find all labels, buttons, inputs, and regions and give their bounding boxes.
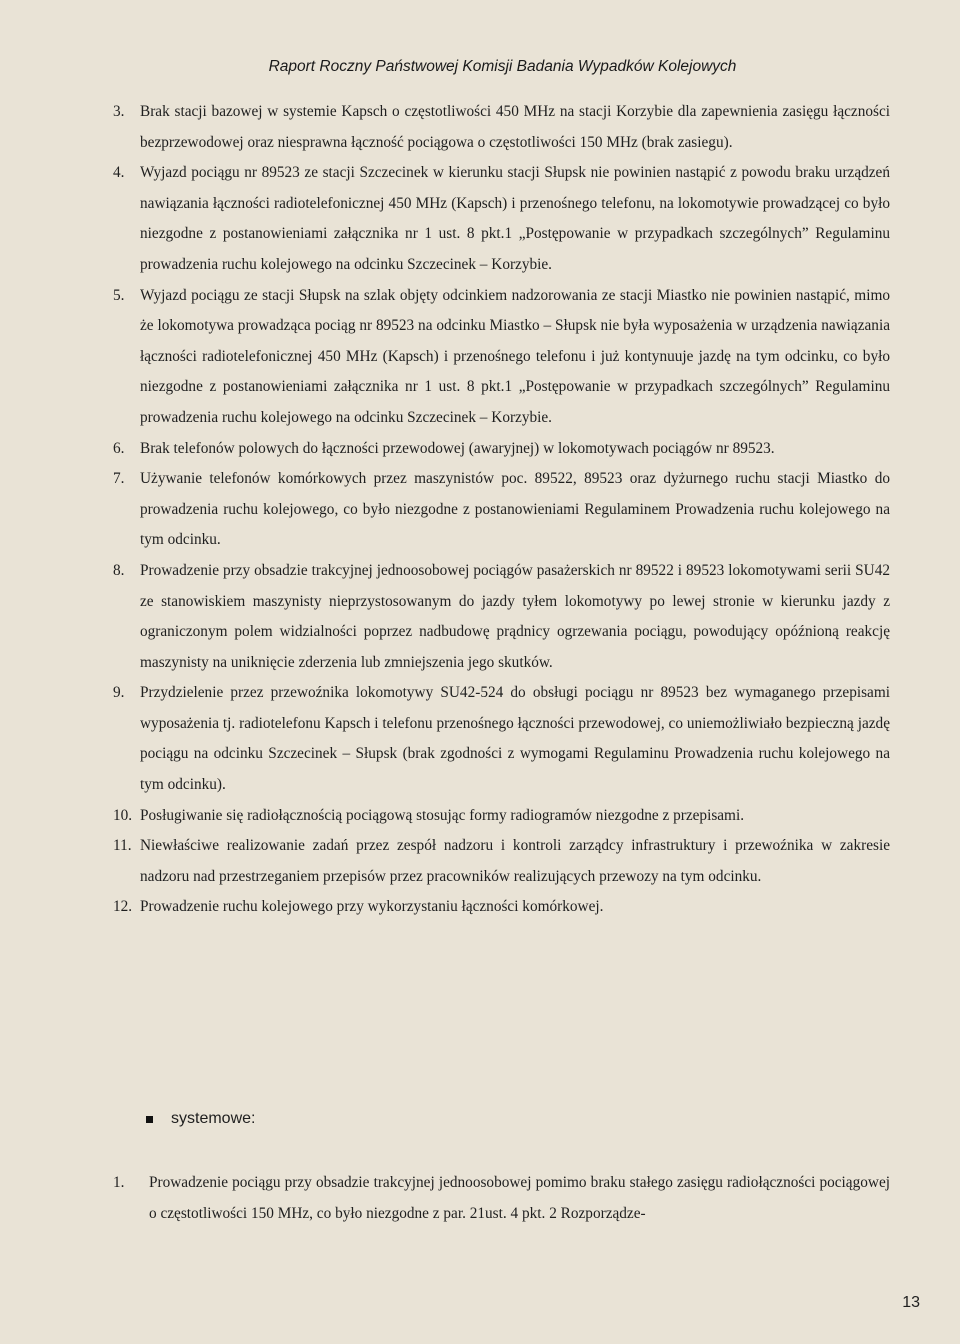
page-number: 13 [902,1294,920,1311]
item-number: 12. [113,898,133,916]
list-item [113,281,890,434]
list-item [113,158,890,280]
item-text: Brak stacji bazowej w systemie Kapsch o częstotliwości 450 MHz na stacji Korzybie dla zapewnienia zasięgu łączności bezprzewodowej oraz niesprawna łączność pociągowa o częstotliwości 150 MHz (brak zasiegu). [140,103,890,151]
section-label: systemowe: [171,1110,256,1127]
item-number: 3. [113,103,125,120]
list-item [113,1168,890,1229]
systemic-list [113,1168,890,1229]
list-item [113,678,890,800]
list-item [113,892,890,923]
item-text: Prowadzenie pociągu przy obsadzie trakcyjnej jednoosobowej pomimo braku stałego zasięgu radiołączności pociągowej o częstotliwości 150 MHz, co było niezgodne z par. 21ust. 4 pkt. 2 Rozporządze- [149,1174,890,1222]
item-number: 7. [113,470,125,488]
list-item [113,434,890,465]
item-text: Wyjazd pociągu ze stacji Słupsk na szlak objęty odcinkiem nadzorowania ze stacji Miastko nie powinien nastąpić, mimo że lokomotywa prowadząca pociąg nr 89523 na odcinku Miastko – Słupsk nie była wyposażenia w urządzenia nawiązania łączności radiotelefonicznej 450 MHz (Kapsch) i przenośnego telefonu i już kontynuuje jazdę na tym odcinku, co było niezgodne z postanowieniami załącznika nr 1 ust. 8 pkt.1 „Postępowanie w przypadkach szczególnych” Regulaminu prowadzenia ruchu kolejowego na odcinku Szczecinek – Korzybie. [140,286,890,426]
square-bullet-icon [146,1116,153,1123]
list-item [113,464,890,556]
list-item [113,831,890,892]
item-number: 5. [113,286,125,304]
item-text: Niewłaściwe realizowanie zadań przez zespół nadzoru i kontroli zarządcy infrastruktury i przewoźnika w zakresie nadzoru nad przestrzeganiem przepisów przez pracowników realizujących przewozy na tym odcinku. [140,837,890,885]
findings-list [113,97,890,923]
item-number: 8. [113,561,125,579]
section-heading [146,1110,255,1128]
item-text: Przydzielenie przez przewoźnika lokomotywy SU42-524 do obsługi pociągu nr 89523 bez wymaganego przepisami wyposażenia tj. radiotelefonu Kapsch i telefonu przenośnego łączności przewodowej, co uniemożliwiało bezpieczną jazdę pociągu na odcinku Szczecinek – Słupsk (brak zgodności z wymogami Regulaminu Prowadzenia ruchu kolejowego na tym odcinku). [140,684,890,794]
page-header: Raport Roczny Państwowej Komisji Badania Wypadków Kolejowych [268,58,737,75]
item-number: 4. [113,164,125,182]
item-text: Posługiwanie się radiołącznością pociągową stosując formy radiogramów niezgodne z przepisami. [140,806,745,824]
list-item [113,801,890,832]
item-number: 6. [113,439,125,457]
list-item [113,556,890,678]
item-text: Wyjazd pociągu nr 89523 ze stacji Szczecinek w kierunku stacji Słupsk nie powinien nastąpić z powodu braku urządzeń nawiązania łączności radiotelefonicznej 450 MHz (Kapsch) i przenośnego telefonu, na lokomotywie prowadzącej co było niezgodne z postanowieniami załącznika nr 1 ust. 8 pkt.1 „Postępowanie w przypadkach szczególnych” Regulaminu prowadzenia ruchu kolejowego na odcinku Szczecinek – Korzybie. [140,164,890,273]
item-number: 9. [113,684,125,702]
list-item [113,97,890,158]
item-text: Prowadzenie ruchu kolejowego przy wykorzystaniu łączności komórkowej. [140,898,604,916]
item-number: 11. [113,837,132,855]
item-text: Brak telefonów polowych do łączności przewodowej (awaryjnej) w lokomotywach pociągów nr 89523. [140,439,775,457]
item-text: Prowadzenie przy obsadzie trakcyjnej jednoosobowej pociągów pasażerskich nr 89522 i 89523 lokomotywami serii SU42 ze stanowiskiem maszynisty nieprzystosowanym do jazdy tyłem lokomotywy po lewej stronie w kierunku jazdy z ograniczonym polem widzialności poprzez nadbudowę prądnicy ogrzewania pociągu, powodujący opóźnioną reakcję maszynisty na uniknięcie zderzenia lub zmniejszenia jego skutków. [140,561,890,671]
item-number: 1. [113,1174,125,1191]
item-number: 10. [113,806,133,824]
item-text: Używanie telefonów komórkowych przez maszynistów poc. 89522, 89523 oraz dyżurnego ruchu stacji Miastko do prowadzenia ruchu kolejowego, co było niezgodne z postanowieniami Regulaminem Prowadzenia ruchu kolejowego na tym odcinku. [140,470,890,549]
